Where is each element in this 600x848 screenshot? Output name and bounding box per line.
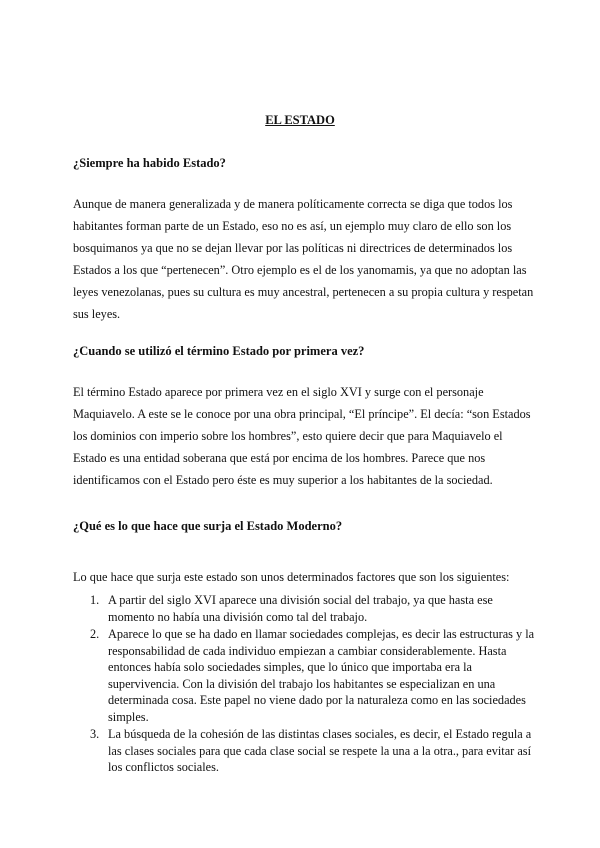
paragraph-line: sus leyes. [73,307,121,321]
list-item-line: supervivencia. Con la división del trabajo los habitantes se especializan en una [108,676,496,691]
list-item-line: La búsqueda de la cohesión de las distintas clases sociales, es decir, el Estado regula a [108,727,532,741]
list-item-line: determinada cosa. Este papel no viene dado por la naturaleza como en las sociedades [108,693,526,707]
list-item [90,592,550,625]
list-item-line: responsabilidad de cada individuo empiezan a cambiar considerablemente. Hasta [108,643,507,658]
list-item-number: 1. [90,593,100,607]
paragraph-line: Aunque de manera generalizada y de manera políticamente correcta se diga que todos los [73,197,513,211]
list-item-line: A partir del siglo XVI aparece una división social del trabajo, ya que hasta ese [108,593,493,607]
paragraph-line: Maquiavelo. A este se le conoce por una obra principal, “El príncipe”. El decía: “son Estados [73,407,531,421]
paragraph-line: Estado es una entidad soberana que está por encima de los hombres. Parece que nos [73,451,486,465]
list-item-number: 2. [90,627,100,641]
section-intro-estado-moderno: Lo que hace que surja este estado son unos determinados factores que son los siguientes: [73,570,510,584]
section-heading-estado-moderno: ¿Qué es lo que hace que surja el Estado Moderno? [73,519,343,533]
list-item-line: simples. [108,709,149,724]
paragraph-line: bosquimanos ya que no se dejan llevar por las políticas ni directrices de determinados los [73,241,513,255]
paragraph-line: habitantes forman parte de un Estado, eso no es así, un ejemplo muy claro de ello son los [73,219,512,233]
paragraph-line: identificamos con el Estado pero éste es muy superior a los habitantes de la sociedad. [73,473,493,487]
list-item-line: momento no había una división como tal del trabajo. [108,609,368,624]
section-paragraph-siempre-ha-habido-estado [73,193,533,325]
document-title: EL ESTADO [265,113,335,127]
list-item-number: 3. [90,727,100,741]
list-item [90,726,550,776]
list-item-line: Aparece lo que se ha dado en llamar sociedades complejas, es decir las estructuras y la [108,627,535,641]
section-paragraph-cuando-se-utilizo [73,381,533,491]
paragraph-line: Estados a los que “pertenecen”. Otro ejemplo es el de los yanomamis, ya que no adoptan las [73,263,527,277]
list-item-line: entonces había solo sociedades simples, que lo único que importaba era la [108,660,473,674]
list-item [90,626,550,725]
paragraph-line: El término Estado aparece por primera vez en el siglo XVI y surge con el personaje [73,385,484,399]
factors-list [90,592,550,777]
paragraph-line: leyes venezolanas, pues su cultura es muy ancestral, pertenecen a su propia cultura y respetan [73,285,534,299]
list-item-line: las clases sociales para que cada clase social se respete la una a la otra., para evitar así [108,743,532,758]
list-item-line: los conflictos sociales. [108,760,219,774]
section-heading-cuando-se-utilizo: ¿Cuando se utilizó el término Estado por primera vez? [73,344,365,358]
paragraph-line: los dominios con imperio sobre los hombres”, esto quiere decir que para Maquiavelo el [73,429,503,443]
section-heading-siempre-ha-habido-estado: ¿Siempre ha habido Estado? [73,156,226,170]
